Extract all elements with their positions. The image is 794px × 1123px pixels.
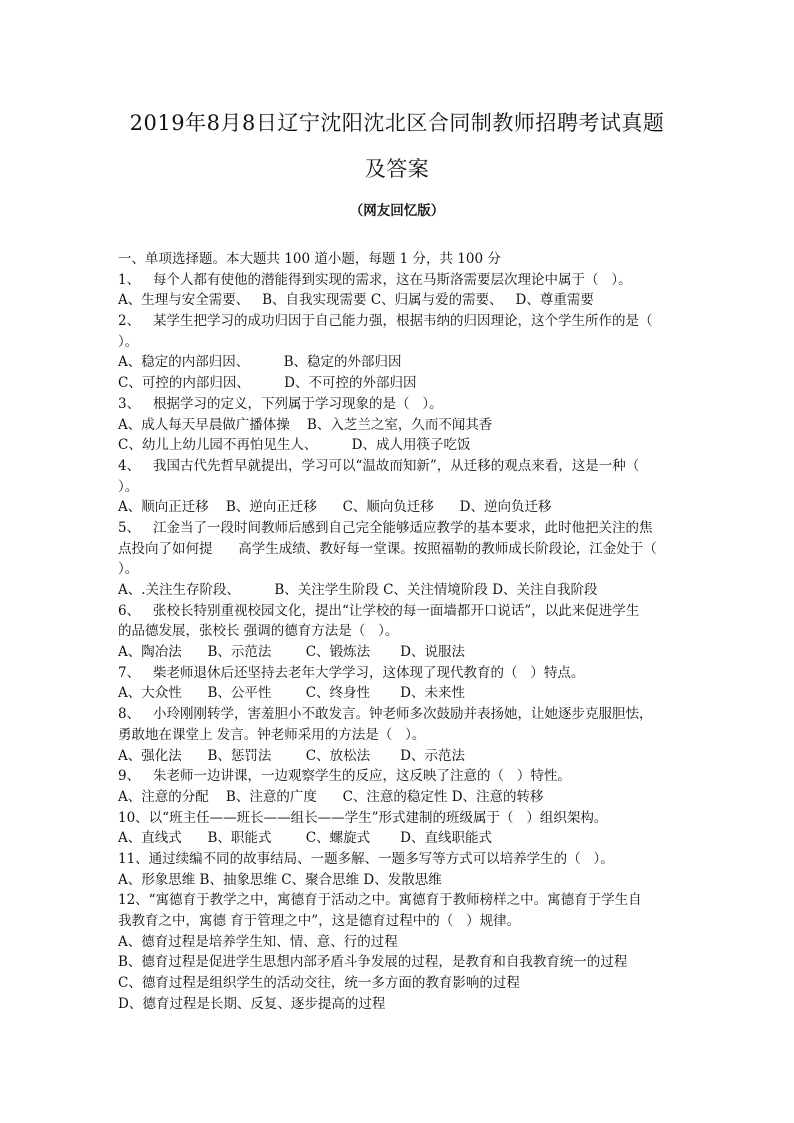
text-line: A、直线式 B、职能式 C、螺旋式 D、直线职能式 (118, 830, 492, 847)
text-line: A、形象思维 B、抽象思维 C、聚合思维 D、发散思维 (118, 871, 442, 888)
text-line: 9、 朱老师一边讲课，一边观察学生的反应，这反映了注意的（ ）特性。 (118, 768, 571, 785)
text-line: A、稳定的内部归因、 B、稳定的外部归因 (118, 354, 402, 371)
text-line: A、成人每天早晨做广播体操 B、入芝兰之室，久而不闻其香 (118, 416, 493, 433)
question-list (118, 249, 684, 1014)
text-line: A、顺向正迁移 B、逆向正迁移 C、顺向负迁移 D、逆向负迁移 (118, 499, 552, 516)
title-line-2: 及答案 (364, 157, 430, 181)
text-line: 6、 张校长特别重视校园文化，提出“让学校的每一面墙都开口说话”，以此来促进学生 (118, 602, 640, 619)
text-line: ）。 (118, 561, 139, 578)
text-line: 4、 我国古代先哲早就提出，学习可以“温故而知新”，从迁移的观点来看，这是一种（ (118, 457, 640, 474)
text-line: 的品德发展，张校长 强调的德育方法是（ ）。 (118, 623, 399, 640)
text-line: 我教育之中，寓德 育于管理之中”，这是德育过程中的（ ）规律。 (118, 913, 521, 929)
text-line: 5、 江金当了一段时间教师后感到自己完全能够适应教学的基本要求，此时他把关注的焦 (118, 519, 653, 536)
text-line: 10、以“班主任——班长——组长——学生”形式建制的班级属于（ ）组织架构。 (118, 809, 608, 826)
text-line: A、强化法 B、惩罚法 C、放松法 D、示范法 (118, 747, 465, 764)
text-line: 2、 某学生把学习的成功归因于自己能力强，根据韦纳的归因理论，这个学生所作的是（ (118, 313, 653, 330)
text-line: 3、 根据学习的定义，下列属于学习现象的是（ ）。 (118, 395, 443, 412)
text-line: 1、 每个人都有使他的潜能得到实现的需求，这在马斯洛需要层次理论中属于（ ）。 (118, 271, 632, 288)
text-line: 一、单项选择题。本大题共 100 道小题，每题 1 分，共 100 分 (118, 251, 501, 267)
text-line: 勇敢地在课堂上 发言。钟老师采用的方法是（ ）。 (118, 726, 426, 743)
text-line: 7、 柴老师退休后还坚持去老年大学学习，这体现了现代教育的（ ）特点。 (118, 664, 585, 681)
text-line: A、.关注生存阶段、 B、关注学生阶段 C、关注情境阶段 D、关注自我阶段 (118, 582, 598, 598)
document-subtitle: （网友回忆版） (349, 203, 445, 219)
text-line: B、德育过程是促进学生思想内部矛盾斗争发展的过程，是教育和自我教育统一的过程 (118, 954, 628, 971)
text-line: A、大众性 B、公平性 C、终身性 D、未来性 (118, 685, 465, 702)
text-line: 11、通过续编不同的故事结局、一题多解、一题多写等方式可以培养学生的（ ）。 (118, 850, 614, 867)
text-line: 点投向了如何提 高学生成绩、教好每一堂课。按照福勒的教师成长阶段论，江金处于（ (118, 540, 657, 557)
text-line: ）。 (118, 333, 139, 350)
text-line: A、德育过程是培养学生知、情、意、行的过程 (118, 933, 398, 950)
text-line: C、德育过程是组织学生的活动交往，统一多方面的教育影响的过程 (118, 975, 520, 992)
text-line: A、注意的分配 B、注意的广度 C、注意的稳定性 D、注意的转移 (118, 788, 544, 805)
text-line: ）。 (118, 478, 139, 495)
title-line-1: 2019年8月8日辽宁沈阳沈北区合同制教师招聘考试真题 (129, 111, 665, 135)
text-line: A、陶冶法 B、示范法 C、锻炼法 D、说服法 (118, 644, 465, 661)
text-line: C、幼儿上幼儿园不再怕见生人、 D、成人用筷子吃饭 (118, 437, 471, 454)
document-title (80, 100, 714, 192)
text-line: 8、 小玲刚刚转学，害羞胆小不敢发言。钟老师多次鼓励并表扬她，让她逐步克服胆怯， (118, 706, 653, 723)
text-line: A、生理与安全需要、 B、自我实现需要 C、归属与爱的需要、 D、尊重需要 (118, 292, 594, 309)
text-line: C、可控的内部归因、 D、不可控的外部归因 (118, 375, 417, 392)
text-line: D、德育过程是长期、反复、逐步提高的过程 (118, 995, 386, 1012)
text-line: 12、“寓德育于教学之中，寓德育于活动之中。寓德育于教师榜样之中。寓德育于学生自 (118, 892, 642, 909)
